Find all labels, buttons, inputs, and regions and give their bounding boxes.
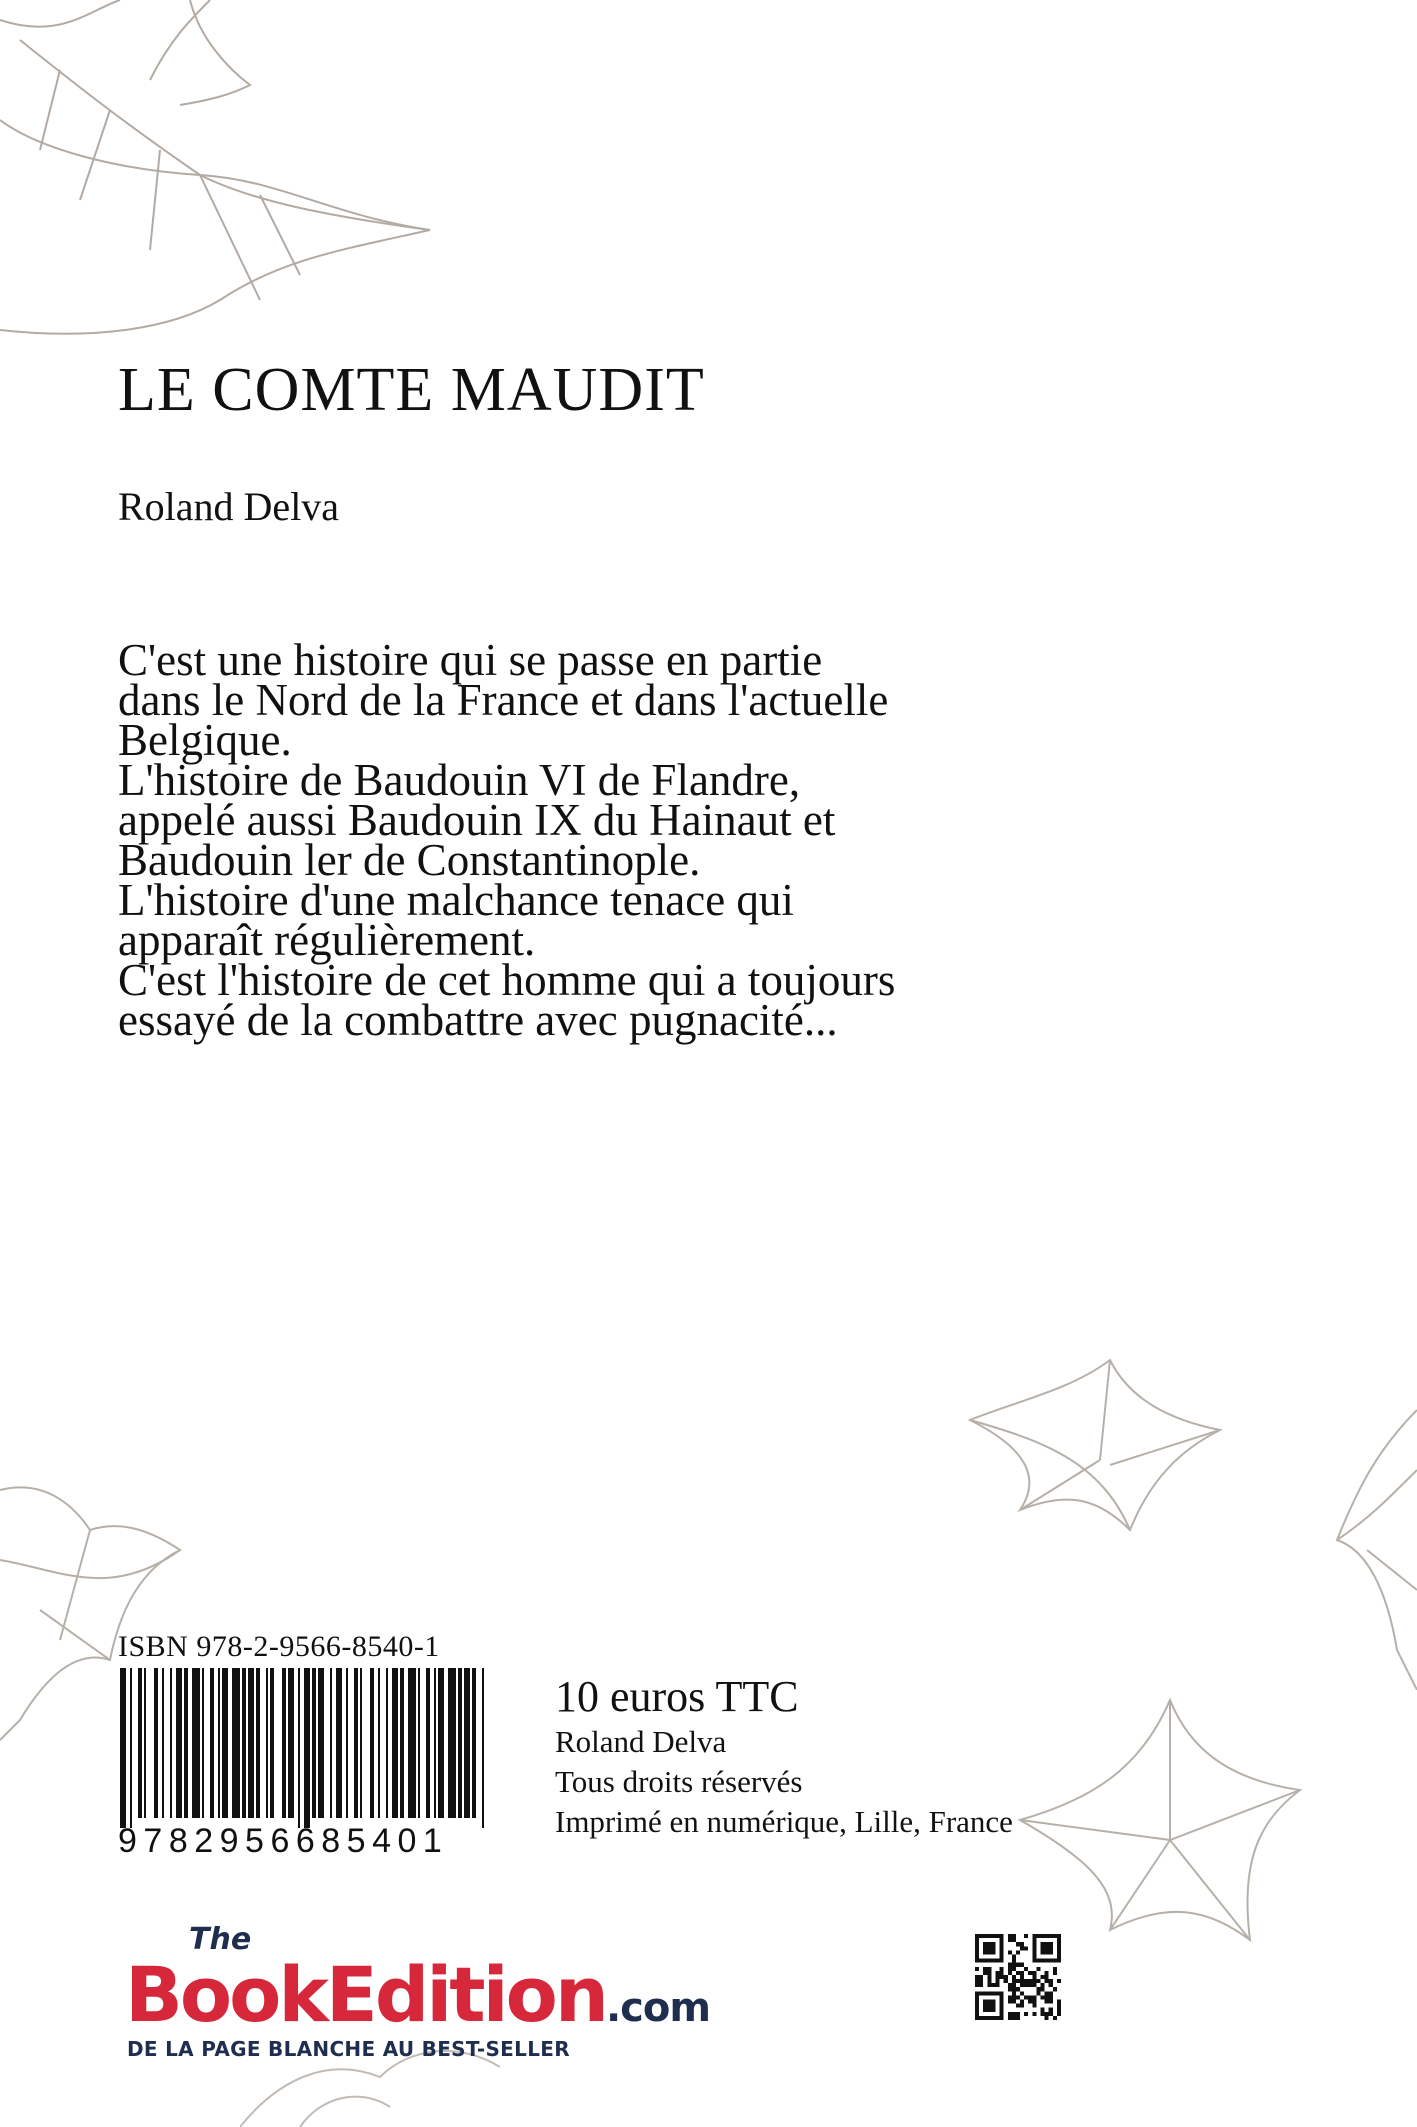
barcode-digits: 9782956685401 bbox=[118, 1822, 449, 1860]
logo-main-word: BookEdition bbox=[125, 1950, 606, 2039]
blurb-line: essayé de la combattre avec pugnacité... bbox=[118, 995, 838, 1045]
leaf-illustration-right-edge bbox=[1327, 1390, 1417, 1690]
blurb-line: Belgique. bbox=[118, 715, 292, 765]
price-label: 10 euros TTC bbox=[555, 1672, 799, 1721]
logo-main-wordmark bbox=[125, 1950, 710, 2039]
logo-small-word: The bbox=[189, 1922, 252, 1957]
isbn-label: ISBN 978-2-9566-8540-1 bbox=[118, 1630, 440, 1663]
barcode-image bbox=[118, 1668, 488, 1828]
leaf-illustration-right-upper bbox=[960, 1340, 1300, 1610]
blurb-line: L'histoire de Baudouin VI de Flandre, bbox=[118, 755, 801, 805]
book-title: LE COMTE MAUDIT bbox=[118, 356, 705, 424]
leaf-illustration-right-lower bbox=[1000, 1640, 1330, 1980]
blurb-line: L'histoire d'une malchance tenace qui bbox=[118, 875, 794, 925]
leaf-illustration-top-left bbox=[0, 0, 440, 360]
blurb-line: dans le Nord de la France et dans l'actuelle bbox=[118, 675, 889, 725]
blurb-line: appelé aussi Baudouin IX du Hainaut et bbox=[118, 795, 836, 845]
book-blurb bbox=[118, 635, 1118, 1045]
book-author: Roland Delva bbox=[118, 484, 340, 529]
blurb-line: C'est une histoire qui se passe en partie bbox=[118, 635, 823, 685]
rights-line: Tous droits réservés bbox=[555, 1764, 803, 1799]
logo-tagline: DE LA PAGE BLANCHE AU BEST-SELLER bbox=[127, 2037, 570, 2061]
blurb-line: C'est l'histoire de cet homme qui a toujours bbox=[118, 955, 896, 1005]
pricing-block bbox=[555, 1672, 1013, 1842]
blurb-line: apparaît régulièrement. bbox=[118, 915, 536, 965]
blurb-line: Baudouin ler de Constantinople. bbox=[118, 835, 701, 885]
printing-line: Imprimé en numérique, Lille, France bbox=[555, 1804, 1013, 1839]
logo-domain-suffix: .com bbox=[605, 1985, 711, 2031]
qr-code-icon bbox=[975, 1934, 1061, 2020]
publisher-line: Roland Delva bbox=[555, 1724, 727, 1759]
